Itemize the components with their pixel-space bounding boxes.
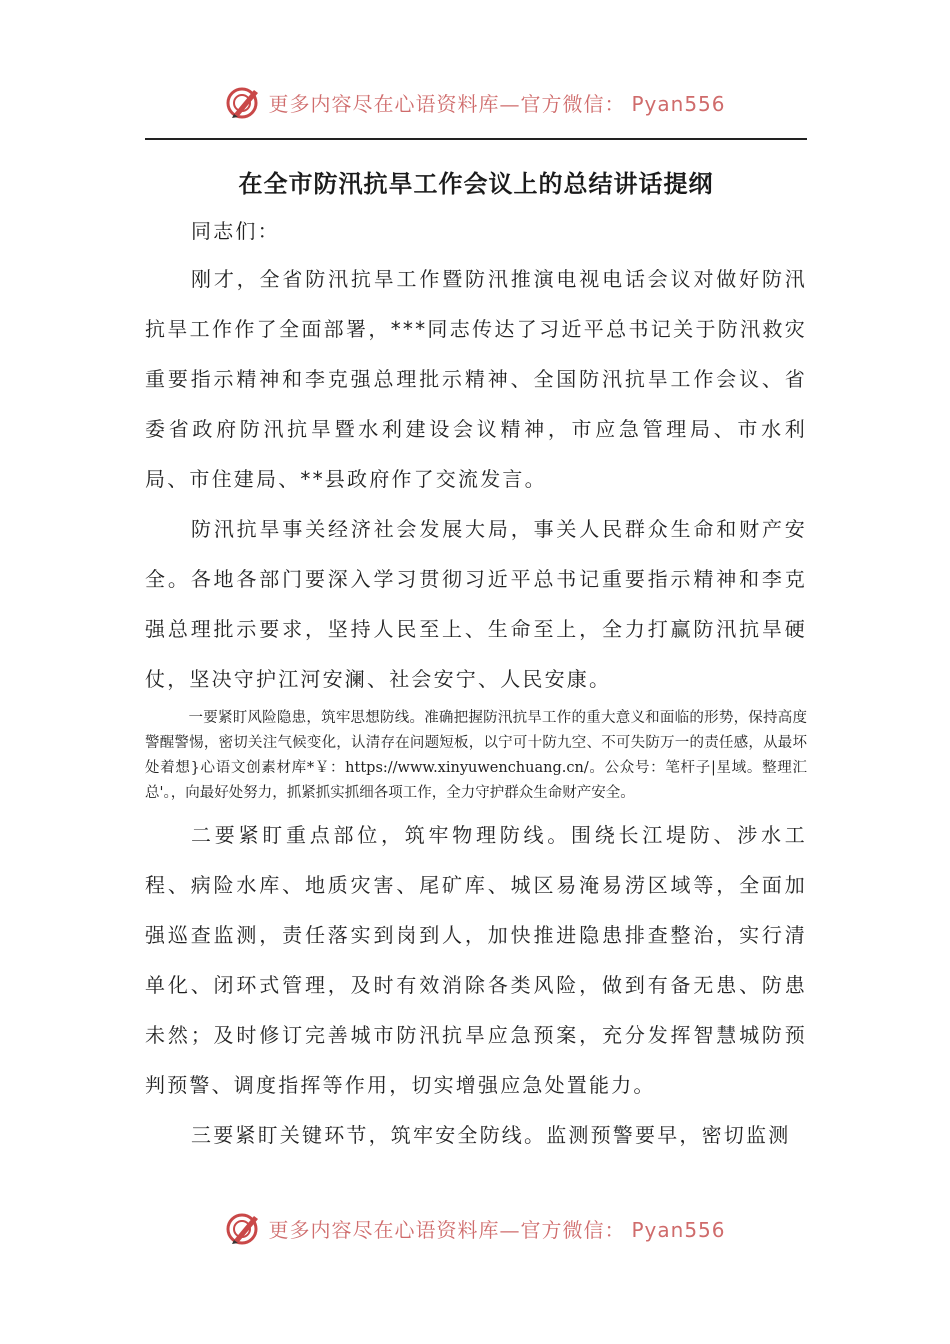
paragraph-small: 一要紧盯风险隐患，筑牢思想防线。准确把握防汛抗旱工作的重大意义和面临的形势，保持高度警醒警惕，密切关注气候变化，认清存在问题短板，以宁可十防九空、不可失防万一的责任感，从最坏处着想}心语文创素材库*￥：https://www.xinyuwenchuang.cn/。公众号：笔杆子|星域。整理汇总'。，向最好处努力，抓紧抓实抓细各项工作，全力守护群众生命财产安全。 xyxy=(145,710,807,801)
pen-logo-icon xyxy=(224,82,264,122)
document-body xyxy=(145,160,807,1160)
watermark-text: 更多内容尽在心语资料库—官方微信： xyxy=(268,1217,626,1242)
watermark-banner-bottom xyxy=(0,1208,950,1248)
pen-logo-icon xyxy=(224,1208,264,1248)
wechat-id: Pyan556 xyxy=(631,1217,726,1242)
watermark-text: 更多内容尽在心语资料库—官方微信： xyxy=(268,91,626,116)
paragraph-1: 刚才，全省防汛抗旱工作暨防汛推演电视电话会议对做好防汛抗旱工作作了全面部署，***同志传达了习近平总书记关于防汛救灾重要指示精神和李克强总理批示精神、全国防汛抗旱工作会议、省委省政府防汛抗旱暨水利建设会议精神，市应急管理局、市水利局、市住建局、**县政府作了交流发言。 xyxy=(145,267,807,491)
greeting: 同志们： xyxy=(191,219,280,243)
paragraph-4: 三要紧盯关键环节，筑牢安全防线。监测预警要早，密切监测 xyxy=(191,1123,791,1147)
watermark-banner-top xyxy=(0,82,950,122)
header-rule xyxy=(145,138,807,140)
document-title: 在全市防汛抗旱工作会议上的总结讲话提纲 xyxy=(238,170,714,198)
paragraph-2: 防汛抗旱事关经济社会发展大局，事关人民群众生命和财产安全。各地各部门要深入学习贯彻习近平总书记重要指示精神和李克强总理批示要求，坚持人民至上、生命至上，全力打赢防汛抗旱硬仗，坚决守护江河安澜、社会安宁、人民安康。 xyxy=(145,517,807,691)
paragraph-3: 二要紧盯重点部位，筑牢物理防线。围绕长江堤防、涉水工程、病险水库、地质灾害、尾矿库、城区易淹易涝区域等，全面加强巡查监测，责任落实到岗到人，加快推进隐患排查整治，实行清单化、闭环式管理，及时有效消除各类风险，做到有备无患、防患未然；及时修订完善城市防汛抗旱应急预案，充分发挥智慧城防预判预警、调度指挥等作用，切实增强应急处置能力。 xyxy=(145,823,807,1097)
wechat-id: Pyan556 xyxy=(631,91,726,116)
